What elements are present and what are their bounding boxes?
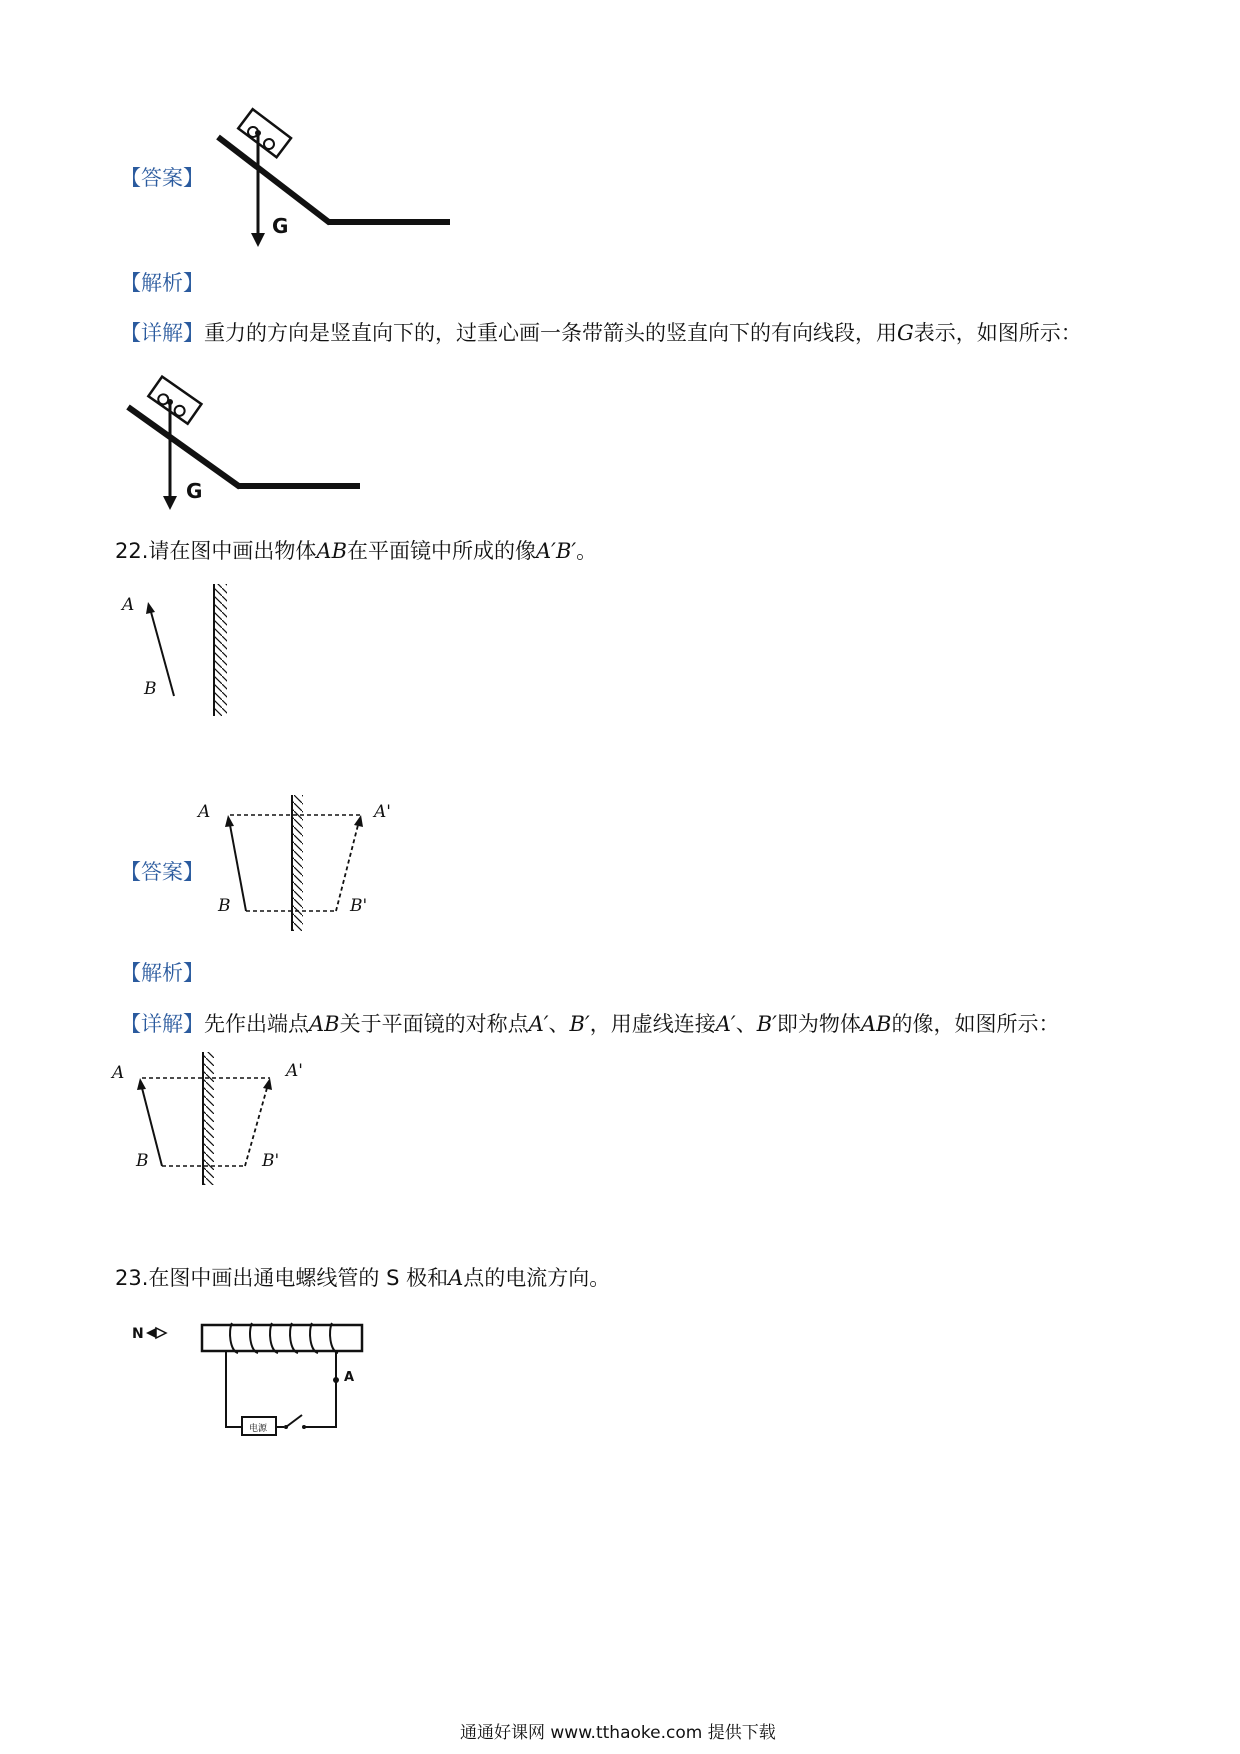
answer-label: 【答案】 [120,860,204,884]
label-b: B [218,896,231,916]
analysis-label: 【解析】 [120,961,204,985]
switch-icon [286,1415,302,1427]
label-a: A [198,802,211,822]
footer-text: 通通好课网 www.tthaoke.com 提供下载 [460,1723,776,1743]
gravity-detail-figure [120,380,370,525]
label-a: A [112,1063,125,1083]
battery-label: 电源 [249,1424,268,1434]
detail-paragraph: 【详解】重力的方向是竖直向下的，过重心画一条带箭头的竖直向下的有向线段，用G表示，如图所示： [120,321,1082,345]
label-b: B [144,679,157,699]
solenoid-circuit-figure [130,1315,390,1445]
gravity-answer-figure [210,105,460,255]
detail-paragraph: 【详解】先作出端点AB关于平面镜的对称点A′、B′，用虚线连接A′、B′即为物体AB的像，如图所示： [120,1012,1060,1036]
label-b-image: B' [350,896,368,916]
question-23: 23.在图中画出通电螺线管的 S 极和A点的电流方向。 [115,1266,611,1290]
question-22: 22.请在图中画出物体AB在平面镜中所成的像A′B′。 [115,539,598,563]
label-b: B [136,1151,149,1171]
label-b-image: B' [262,1151,280,1171]
mirror-question-figure [110,580,260,730]
force-label-g: G [272,214,289,238]
mirror-detail-figure [110,1050,320,1190]
compass-needle-icon [146,1328,156,1338]
label-a-image: A' [374,802,391,822]
force-label-g: G [186,479,203,503]
analysis-label: 【解析】 [120,271,204,295]
label-a: A [344,1370,355,1385]
label-a: A [122,595,135,615]
label-n: N [132,1326,144,1342]
mirror-answer-figure [190,795,410,935]
answer-label: 【答案】 [120,166,204,190]
label-a-image: A' [286,1061,303,1081]
